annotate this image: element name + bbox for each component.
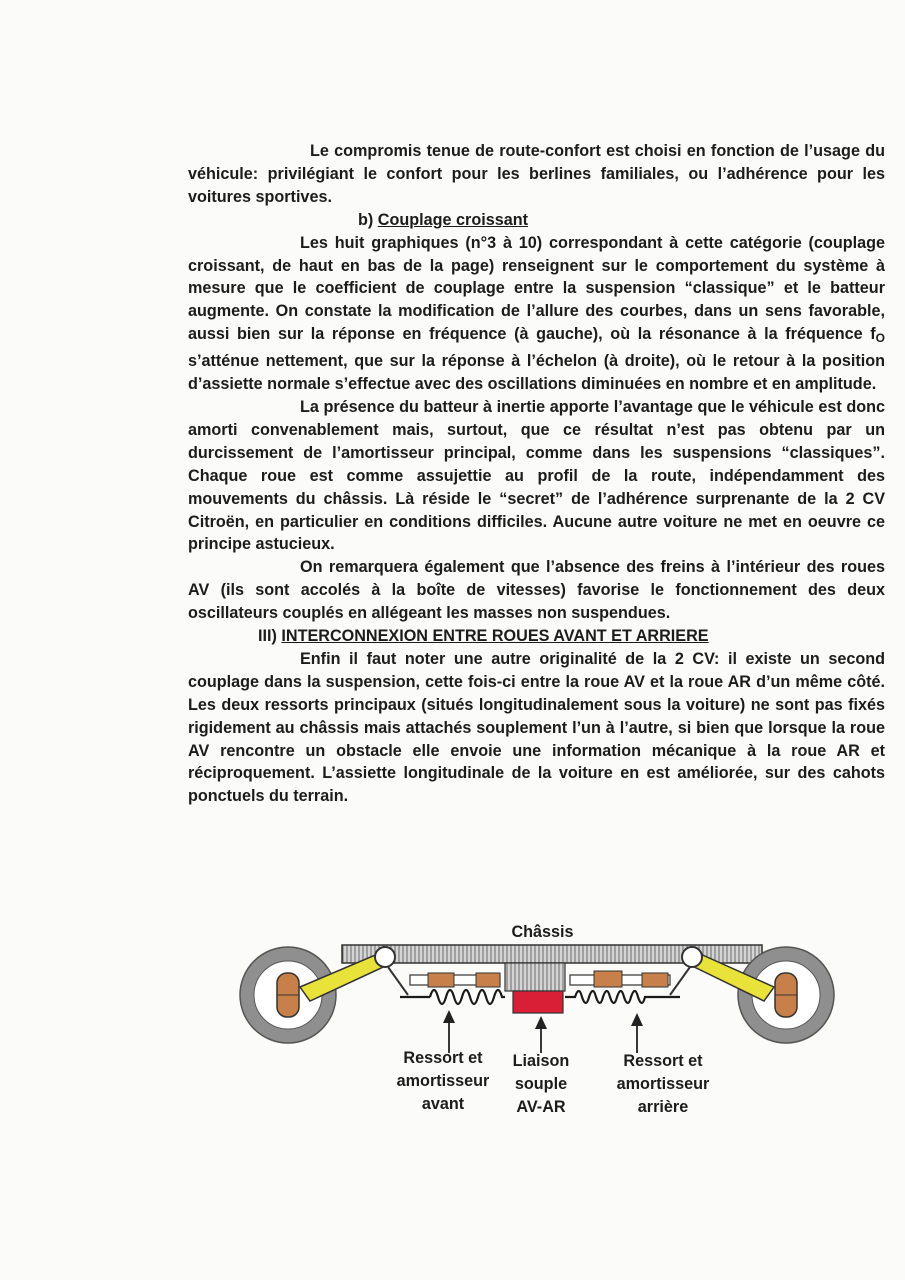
chassis-center [505, 963, 565, 991]
intro-paragraph: Le compromis tenue de route-confort est choisi en fonction de l’usage du véhicule: privilégiant le confort pour les berlines familiales, ou l’adhérence pour les voitures sportives. [188, 142, 885, 206]
rear-spring-label: Ressort et amortisseur arrière [616, 1052, 710, 1116]
paragraph-couplage-3: On remarquera également que l’absence des freins à l’intérieur des roues AV (ils sont accolés à la boîte de vitesses) favorise le fonctionnement des deux oscillateurs couplés en allégeant les masses non suspendues. [188, 558, 885, 623]
link-label: Liaison souple AV-AR [512, 1052, 570, 1116]
section-title: Couplage croissant [377, 210, 528, 229]
section-heading-interconnexion [188, 625, 885, 648]
paragraph-text: s’atténue nettement, que sur la réponse à l’échelon (à droite), où le retour à la position d’assiette normale s’effectue avec des oscillations diminuées en nombre et en amplitude. [188, 352, 885, 394]
suspension-diagram [230, 915, 870, 1130]
paragraph-text: Les huit graphiques (n°3 à 10) correspondant à cette catégorie (couplage croissant, de haut en bas de la page) renseignent sur le comportement du système à mesure que le coefficient de couplage entre la suspension “classique” et le batteur augmente. On constate la modification de l’allure des courbes, dans un sens favorable, aussi bien sur la réponse en fréquence (à gauche), où la résonance à la fréquence f [188, 233, 885, 344]
paragraph-interconnexion: Enfin il faut noter une autre originalité de la 2 CV: il existe un second couplage dans la suspension, cette fois-ci entre la roue AV et la roue AR d’un même côté. Les deux ressorts principaux (situés longitudinalement sous la voiture) ne sont pas fixés rigidement au châssis mais attachés souplement l’un à l’autre, si bien que lorsque la roue AV rencontre un obstacle elle envoie une information mécanique à la roue AR et réciproquement. L’assiette longitudinale de la voiture en est améliorée, sur des cahots ponctuels du terrain. [188, 649, 885, 806]
section-title: INTERCONNEXION ENTRE ROUES AVANT ET ARRIERE [281, 627, 709, 646]
chassis-label: Châssis [511, 923, 574, 941]
subscript: O [875, 331, 885, 346]
section-prefix: III) [258, 627, 282, 646]
rear-spring [565, 991, 680, 1003]
paragraph-couplage-1 [188, 232, 885, 396]
front-spring-label: Ressort et amortisseur avant [396, 1049, 490, 1113]
arrow-link [535, 1016, 547, 1053]
section-prefix: b) [358, 210, 378, 229]
arrow-rear [631, 1013, 643, 1053]
front-damper [410, 973, 500, 987]
section-heading-couplage [188, 209, 885, 232]
flexible-link [513, 991, 563, 1013]
body-text [188, 140, 885, 808]
rear-damper [570, 971, 670, 987]
paragraph-couplage-2: La présence du batteur à inertie apporte l’avantage que le véhicule est donc amorti convenablement mais, surtout, que ce résultat n’est pas obtenu par un durcissement de l’amortisseur principal, comme dans les suspensions “classiques”. Chaque roue est comme assujettie au profil de la route, indépendamment des mouvements du châssis. Là réside le “secret” de l’adhérence surprenante de la 2 CV Citroën, en particulier en conditions difficiles. Aucune autre voiture ne met en oeuvre ce principe astucieux. [188, 397, 885, 554]
front-spring [400, 990, 505, 1004]
